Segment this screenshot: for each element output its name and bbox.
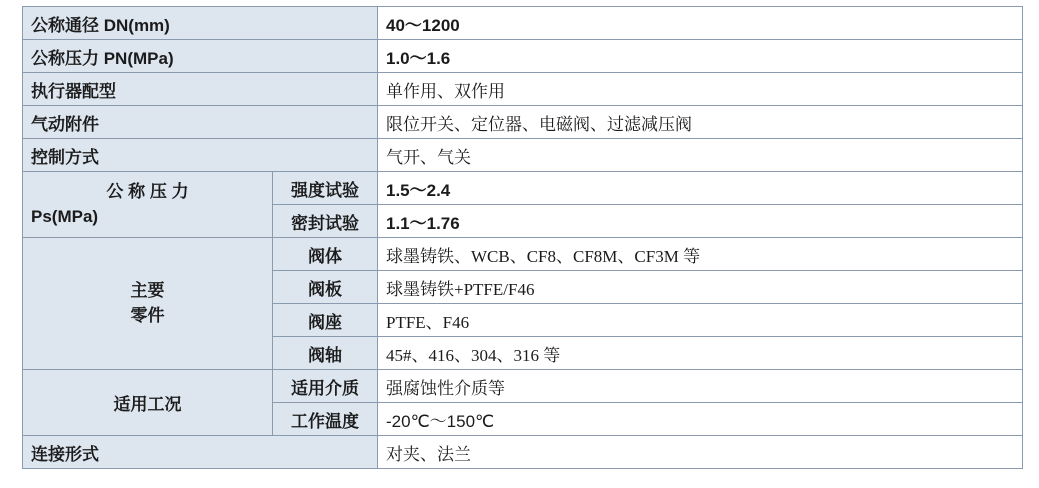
table-row <box>23 172 1023 205</box>
row-value-actuator-type: 单作用、双作用 <box>378 73 1023 106</box>
main-parts-line-2: 零件 <box>130 305 165 325</box>
row-value-working-temperature: -20℃～150℃ <box>378 403 1023 436</box>
test-pressure-line-1: 公 称 压 力 <box>106 181 189 201</box>
row-label-connection-type: 连接形式 <box>23 436 378 469</box>
row-value-strength-test: 1.5～2.4 <box>378 172 1023 205</box>
table-row <box>23 7 1023 40</box>
row-value-nominal-diameter: 40～1200 <box>378 7 1023 40</box>
table-row <box>23 73 1023 106</box>
row-value-control-mode: 气开、气关 <box>378 139 1023 172</box>
table-row <box>23 370 1023 403</box>
row-label-control-mode: 控制方式 <box>23 139 378 172</box>
row-value-seal-test: 1.1～1.76 <box>378 205 1023 238</box>
main-parts-line-1: 主要 <box>130 280 165 300</box>
row-sub-strength-test: 强度试验 <box>273 172 378 205</box>
row-sub-valve-body: 阀体 <box>273 238 378 271</box>
row-value-valve-body: 球墨铸铁、WCB、CF8、CF8M、CF3M 等 <box>378 238 1023 271</box>
row-label-working-conditions: 适用工况 <box>23 370 273 436</box>
row-sub-valve-shaft: 阀轴 <box>273 337 378 370</box>
row-value-valve-plate: 球墨铸铁+PTFE/F46 <box>378 271 1023 304</box>
row-value-applicable-medium: 强腐蚀性介质等 <box>378 370 1023 403</box>
table-row <box>23 139 1023 172</box>
row-value-valve-shaft: 45#、416、304、316 等 <box>378 337 1023 370</box>
row-label-main-parts <box>23 238 273 370</box>
row-label-pneumatic-accessories: 气动附件 <box>23 106 378 139</box>
table-row <box>23 436 1023 469</box>
row-label-test-pressure <box>23 172 273 238</box>
row-sub-applicable-medium: 适用介质 <box>273 370 378 403</box>
row-sub-valve-plate: 阀板 <box>273 271 378 304</box>
row-value-nominal-pressure: 1.0～1.6 <box>378 40 1023 73</box>
row-label-nominal-pressure: 公称压力 PN(MPa) <box>23 40 378 73</box>
table-row <box>23 40 1023 73</box>
row-label-nominal-diameter: 公称通径 DN(mm) <box>23 7 378 40</box>
row-sub-seal-test: 密封试验 <box>273 205 378 238</box>
row-value-connection-type: 对夹、法兰 <box>378 436 1023 469</box>
row-sub-valve-seat: 阀座 <box>273 304 378 337</box>
specification-table <box>22 6 1023 469</box>
row-value-valve-seat: PTFE、F46 <box>378 304 1023 337</box>
row-value-pneumatic-accessories: 限位开关、定位器、电磁阀、过滤减压阀 <box>378 106 1023 139</box>
test-pressure-line-2: Ps(MPa) <box>31 206 99 226</box>
table-row <box>23 106 1023 139</box>
table-row <box>23 238 1023 271</box>
row-sub-working-temperature: 工作温度 <box>273 403 378 436</box>
row-label-actuator-type: 执行器配型 <box>23 73 378 106</box>
